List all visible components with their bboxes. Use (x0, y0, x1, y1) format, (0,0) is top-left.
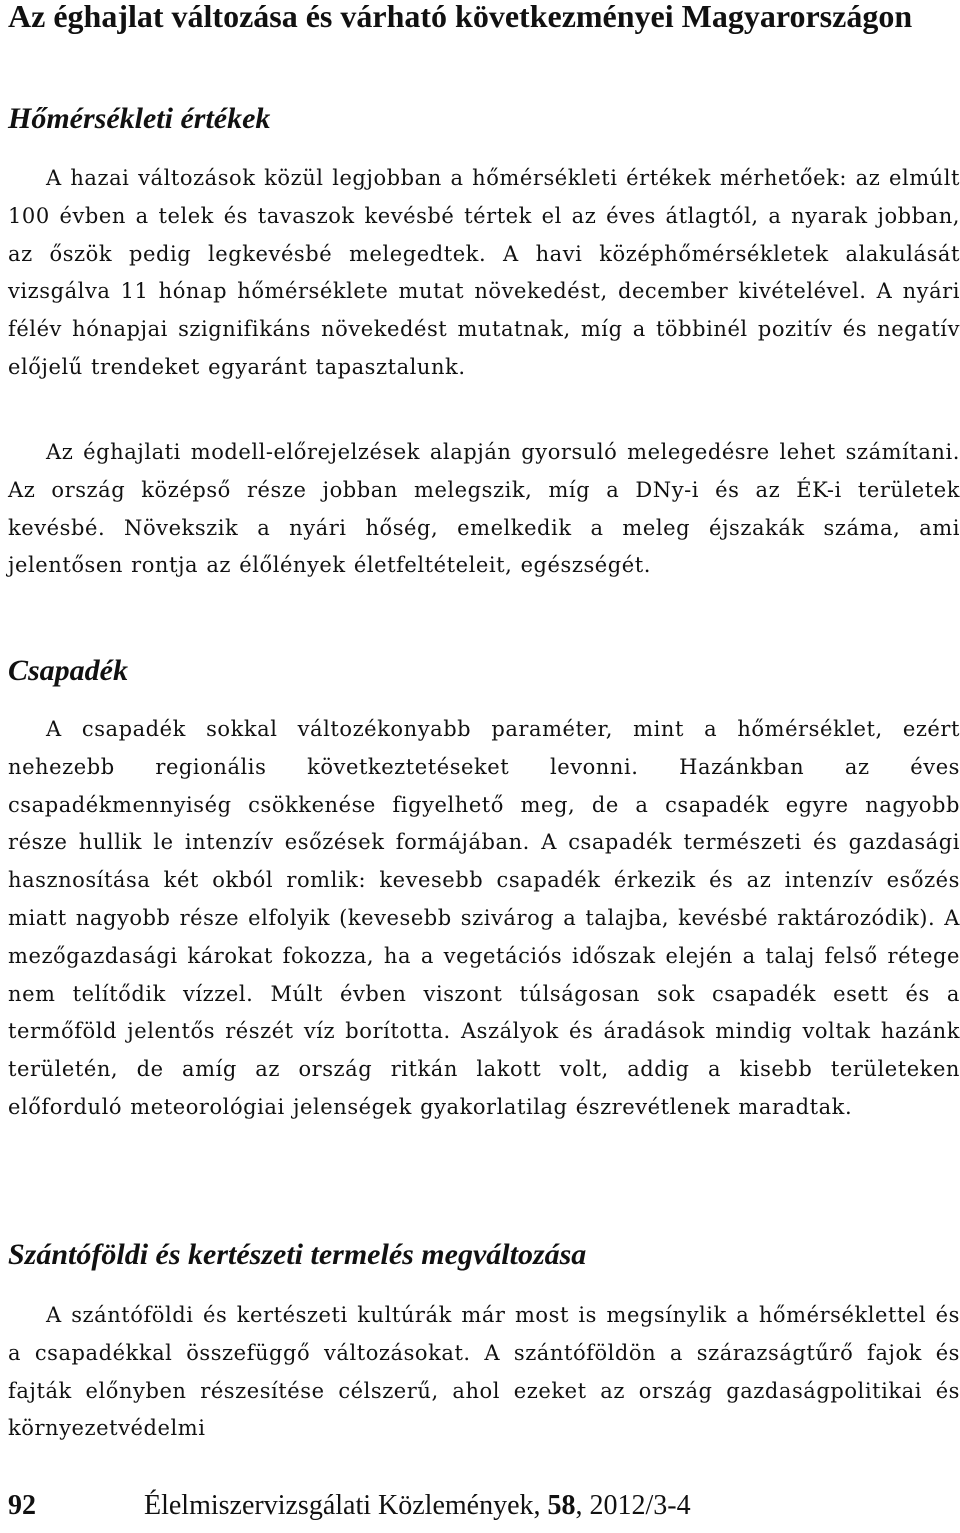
article-title: Az éghajlat változása és várható következményei Magyarországon (8, 0, 913, 34)
page-number: 92 (8, 1490, 36, 1521)
journal-name: Élelmiszervizsgálati Közlemények, (144, 1490, 548, 1521)
section-heading-temperature: Hőmérsékleti értékek (8, 102, 271, 135)
journal-issue: , 2012/3-4 (575, 1490, 691, 1521)
paragraph-temperature-1: A hazai változások közül legjobban a hőmérsékleti értékek mérhetőek: az elmúlt 100 évben a telek és tavaszok kevésbé tértek el az éves átlagtól, a nyarak jobban, az őszök pedig legkevésbé melegedtek. A havi középhőmérsékletek alakulását vizsgálva 11 hónap hőmérséklete mutat növekedést, december kivételével. A nyári félév hónapjai szignifikáns növekedést mutatnak, míg a többinél pozitív és negatív előjelű trendeket egyaránt tapasztalunk. (8, 166, 960, 379)
section-heading-crop-production: Szántóföldi és kertészeti termelés megváltozása (8, 1238, 587, 1271)
paragraph-precipitation: A csapadék sokkal változékonyabb paraméter, mint a hőmérséklet, ezért nehezebb regionális következtetéseket levonni. Hazánkban az éves csapadékmennyiség csökkenése figyelhető meg, de a csapadék egyre nagyobb része hullik le intenzív esőzések formájában. A csapadék természeti és gazdasági hasznosítása két okból romlik: kevesebb csapadék érkezik és az intenzív esőzés miatt nagyobb része elfolyik (kevesebb szivárog a talajba, kevésbé raktározódik). A mezőgazdasági károkat fokozza, ha a vegetációs időszak elején a talaj felső rétege nem telítődik vízzel. Múlt évben viszont túlságosan sok csapadék esett és a termőföld jelentős részét víz borította. Aszályok és áradások mindig voltak hazánk területén, de amíg az ország ritkán lakott volt, addig a kisebb területeken előforduló meteorológiai jelenségek gyakorlatilag észrevétlenek maradtak. (8, 717, 960, 1119)
journal-volume: 58 (547, 1490, 576, 1521)
paragraph-crop-production: A szántóföldi és kertészeti kultúrák már most is megsínylik a hőmérséklettel és a csapadékkal összefüggő változásokat. A szántóföldön a szárazságtűrő fajok és fajták előnyben részesítése célszerű, ahol ezeket az ország gazdaságpolitikai és környezetvédelmi (8, 1303, 960, 1441)
section-heading-precipitation: Csapadék (8, 654, 128, 687)
page-footer (8, 1486, 948, 1526)
paragraph-temperature-2: Az éghajlati modell-előrejelzések alapján gyorsuló melegedésre lehet számítani. Az ország középső része jobban melegszik, míg a DNy-i és az ÉK-i területek kevésbé. Növekszik a nyári hőség, emelkedik a meleg éjszakák száma, ami jelentősen rontja az élőlények életfeltételeit, egészségét. (8, 440, 960, 578)
